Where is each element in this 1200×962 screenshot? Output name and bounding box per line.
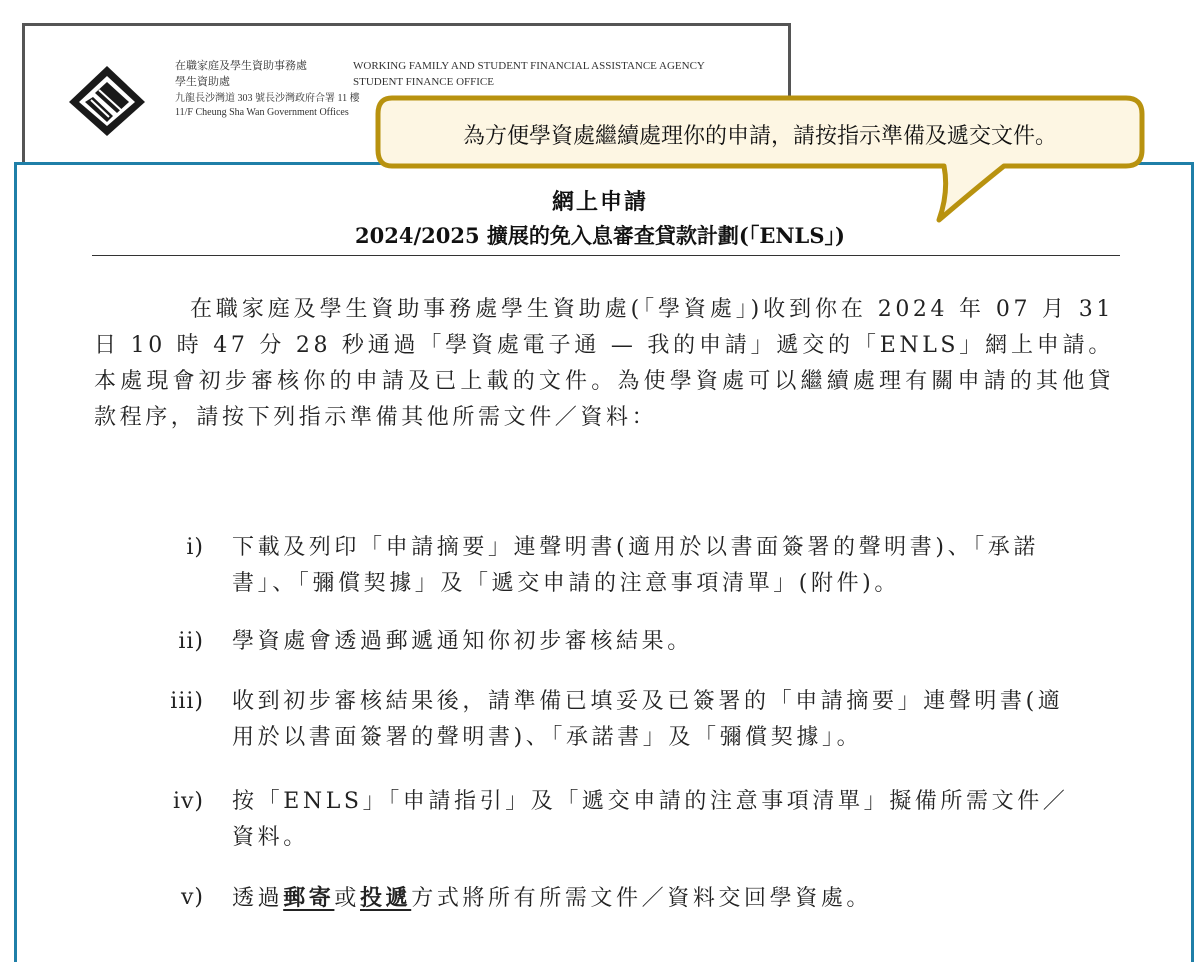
office-name-en: STUDENT FINANCE OFFICE <box>353 76 494 88</box>
item-number: i) <box>186 535 204 560</box>
mail-method: 郵寄 <box>283 885 335 911</box>
document-title: 網上申請 <box>551 189 648 215</box>
address-en: 11/F Cheung Sha Wan Government Offices <box>175 107 349 118</box>
title-divider <box>92 255 1120 256</box>
item-text: 按「ENLS」「申請指引」及「遞交申請的注意事項清單」擬備所需文件／資料。 <box>232 789 1069 850</box>
item-text-post: 方式將所有所需文件／資料交回學資處。 <box>411 886 873 911</box>
item-number: iv) <box>172 789 204 814</box>
agency-name-en: WORKING FAMILY AND STUDENT FINANCIAL ASSISTANCE AGENCY <box>353 60 705 72</box>
item-text-mid: 或 <box>334 886 361 911</box>
callout-text: 為方便學資處繼續處理你的申請，請按指示準備及遞交文件。 <box>462 123 1057 149</box>
item-number: ii) <box>178 629 204 654</box>
agency-name-cn: 在職家庭及學生資助事務處 <box>175 60 307 72</box>
agency-logo-icon <box>69 66 145 136</box>
letterhead-en <box>353 58 705 90</box>
item-number: v) <box>180 885 204 910</box>
item-number: iii) <box>170 689 204 714</box>
address-cn: 九龍長沙灣道 303 號長沙灣政府合署 11 樓 <box>175 93 360 104</box>
item-text: 學資處會透過郵遞通知你初步審核結果。 <box>232 629 693 654</box>
item-text-pre: 透過 <box>232 886 284 911</box>
document-subtitle: 2024/2025 擴展的免入息審查貸款計劃(「ENLS」) <box>355 223 845 248</box>
letterhead-address <box>175 92 360 120</box>
intro-paragraph: 在職家庭及學生資助事務處學生資助處(「學資處」)收到你在 2024 年 07 月 31 日 10 時 47 分 28 秒通過「學資處電子通 — 我的申請」遞交的「ENLS」網上申請。本處現會初步審核你的申請及已上載的文件。為使學資處可以繼續處理有關申請的其他貸款程序，請按下列指示準備其他所需文件／資料： <box>94 297 1114 430</box>
item-text: 下載及列印「申請摘要」連聲明書(適用於以書面簽署的聲明書)、「承諾書」、「彌償契據」及「遞交申請的注意事項清單」(附件)。 <box>232 535 1039 596</box>
letterhead-cn <box>175 58 307 90</box>
delivery-method: 投遞 <box>360 885 412 911</box>
item-text: 收到初步審核結果後，請準備已填妥及已簽署的「申請摘要」連聲明書(適用於以書面簽署的聲明書)、「承諾書」及「彌償契據」。 <box>232 689 1064 750</box>
item-text <box>232 880 1082 917</box>
office-name-cn: 學生資助處 <box>175 76 230 88</box>
